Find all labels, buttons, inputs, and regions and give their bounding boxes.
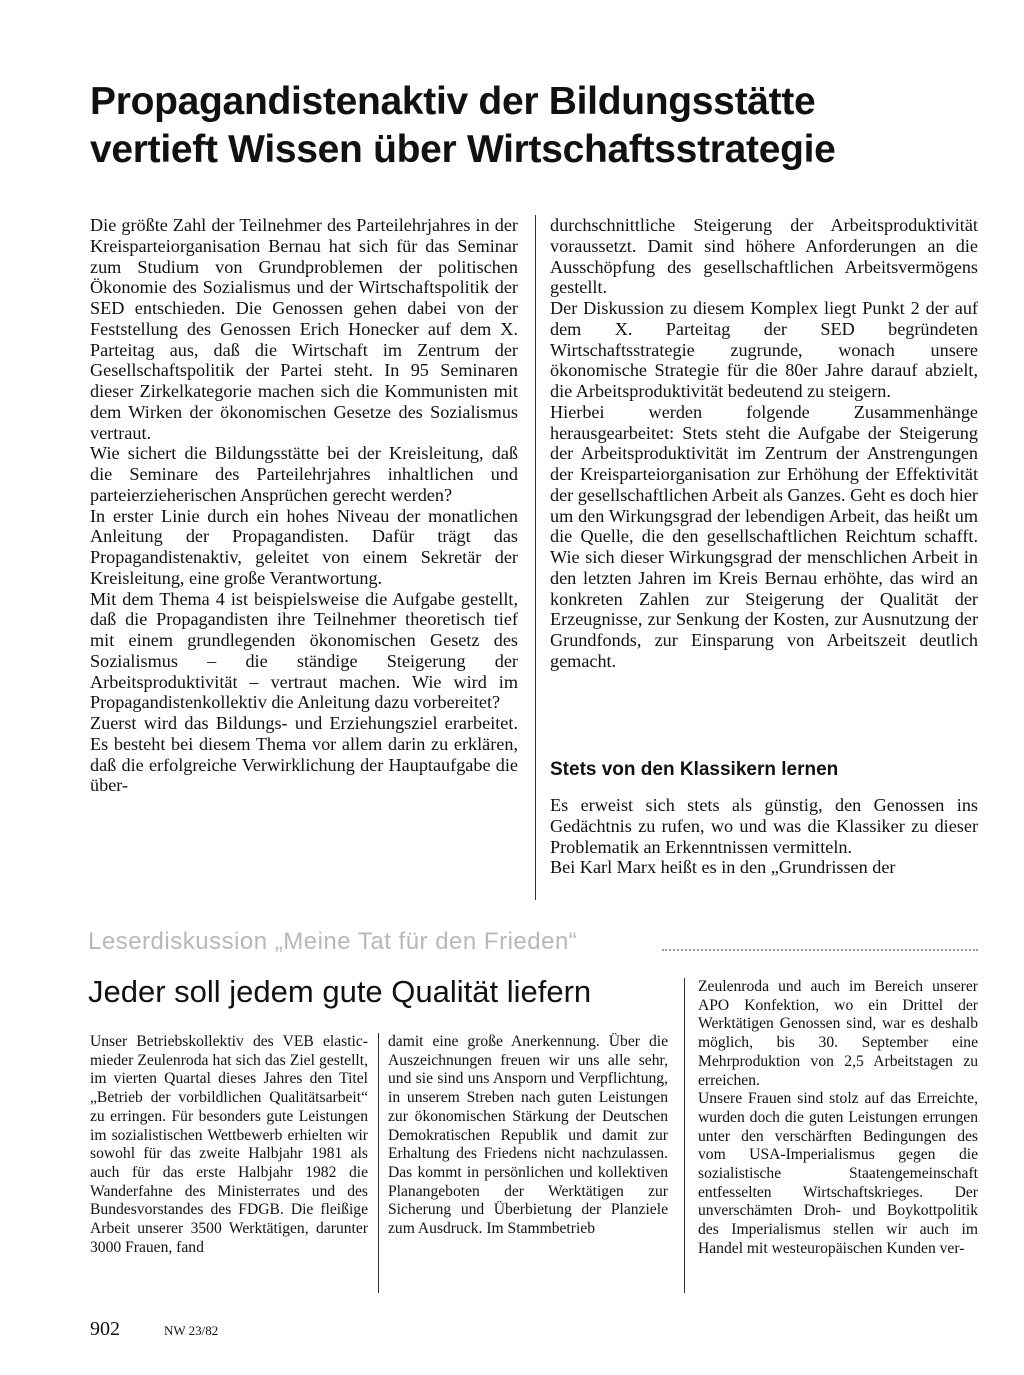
- page-footer: [90, 1318, 218, 1341]
- paragraph: Mit dem Thema 4 ist beispielsweise die Aufgabe gestellt, daß die Propagandisten ihre Teilnehmer theoretisch tief mit einem grundlegenden ökonomischen Gesetz des Sozialismus – die ständige Steigerung der Arbeitsproduktivität – vertraut machen. Wie wird im Propagandistenkollektiv die Anleitung dazu vorbereitet?: [90, 588, 518, 713]
- rubric-dotted-rule: [662, 949, 978, 951]
- column-divider: [378, 1033, 379, 1293]
- article-column-left: [90, 215, 518, 796]
- article2-headline: Jeder soll jedem gute Qualität liefern: [88, 974, 592, 1009]
- rubric-label: Leserdiskussion „Meine Tat für den Frieden“: [88, 928, 578, 955]
- article-column-right: [550, 215, 978, 672]
- paragraph: Unser Betriebskollektiv des VEB elastic-mieder Zeulenroda hat sich das Ziel gestellt, im vierten Quartal dieses Jahres den Titel „Betrieb der vorbildlichen Qualitätsarbeit“ zu erringen. Für besonders gute Leistungen im sozialistischen Wettbewerb erhielten wir sowohl für das zweite Halbjahr 1981 als auch für das erste Halbjahr 1982 die Wanderfahne des Ministerrates und des Bundesvorstandes des FDGB. Die fleißige Arbeit unserer 3500 Werktätigen, darunter 3000 Frauen, fand: [90, 1033, 368, 1256]
- column-divider: [684, 978, 685, 1293]
- article2-column-2: [388, 1033, 668, 1239]
- paragraph: damit eine große Anerkennung. Über die Auszeichnungen freuen wir uns alle sehr, und sie sind uns Ansporn und Verpflichtung, in unserem Streben nach guten Leistungen zur ökonomischen Stärkung der Deutschen Demokratischen Republik und damit zur Erhaltung des Friedens nicht nachzulassen. Das kommt in persönlichen und kollektiven Planangeboten der Werktätigen zur Sicherung und Überbietung der Planziele zum Ausdruck. Im Stammbetrieb: [388, 1033, 668, 1238]
- paragraph: Es erweist sich stets als günstig, den Genossen ins Gedächtnis zu rufen, wo und was die Klassiker zu dieser Problematik an Erkenntnissen vermitteln.: [550, 795, 978, 857]
- paragraph: Wie sichert die Bildungsstätte bei der Kreisleitung, daß die Seminare des Parteilehrjahres inhaltlichen und parteierzieherischen Ansprüchen gerecht werden?: [90, 443, 518, 505]
- paragraph: Hierbei werden folgende Zusammenhänge herausgearbeitet: Stets steht die Aufgabe der Steigerung der Arbeitsproduktivität im Zentrum der Anstrengungen der Kreisparteiorganisation zur Erhöhung der Effektivität der gesellschaftlichen Arbeit als Ganzes. Geht es doch hier um den Wirkungsgrad der lebendigen Arbeit, das heißt um die Quelle, die den gesellschaftlichen Reichtum schafft. Wie sich dieser Wirkungsgrad der menschlichen Arbeit in den letzten Jahren im Kreis Bernau erhöhte, das wird an konkreten Zahlen zur Steigerung der Qualität der Erzeugnisse, zur Senkung der Kosten, zur Ausnutzung der Grundfonds, zur Einsparung von Arbeitszeit deutlich gemacht.: [550, 401, 978, 671]
- article-title-line-2: vertieft Wissen über Wirtschaftsstrategie: [90, 128, 836, 171]
- page-number: 902: [90, 1318, 120, 1340]
- paragraph: In erster Linie durch ein hohes Niveau der monatlichen Anleitung der Propagandisten. Dafür trägt das Propagandistenaktiv, geleitet von einem Sekretär der Kreisleitung, eine große Verantwortung.: [90, 505, 518, 588]
- column-divider: [535, 215, 536, 900]
- paragraph: Unsere Frauen sind stolz auf das Erreichte, wurden doch die guten Leistungen errungen unter den verschärften Bedingungen des vom USA-Imperialismus gegen die sozialistische Staatengemeinschaft entfesselten Wirtschaftskrieges. Der unverschämten Droh- und Boykottpolitik des Imperialismus stellen wir auch im Handel mit westeuropäischen Kunden ver-: [698, 1090, 978, 1257]
- paragraph: Der Diskussion zu diesem Komplex liegt Punkt 2 der auf dem X. Parteitag der SED begründeten Wirtschaftsstrategie zugrunde, wonach unsere ökonomische Strategie für die 80er Jahre darauf abzielt, die Arbeitsproduktivität bedeutend zu steigern.: [550, 298, 978, 401]
- article-title: [90, 78, 990, 174]
- article-title-line-1: Propagandistenaktiv der Bildungsstätte: [90, 80, 816, 123]
- paragraph: Zeulenroda und auch im Bereich unserer APO Konfektion, wo ein Drittel der Werktätigen Genossen sind, war es deshalb möglich, bis 30. September eine Mehrproduktion von 2,5 Arbeitstagen zu erreichen.: [698, 978, 978, 1089]
- subsection-column: [550, 795, 978, 878]
- article2-column-3: [698, 978, 978, 1259]
- subheading: Stets von den Klassikern lernen: [550, 759, 839, 780]
- issue-label: NW 23/82: [164, 1323, 219, 1338]
- paragraph: Bei Karl Marx heißt es in den „Grundrissen der: [550, 857, 896, 878]
- paragraph: Die größte Zahl der Teilnehmer des Parteilehrjahres in der Kreisparteiorganisation Bernau hat sich für das Seminar zum Studium von Grundproblemen der politischen Ökonomie des Sozialismus und der Wirtschaftspolitik der SED entschieden. Die Genossen gehen dabei von der Feststellung des Genossen Erich Honecker auf dem X. Parteitag aus, daß die Wirtschaft im Zentrum der Gesellschaftspolitik der Partei steht. In 95 Seminaren dieser Zirkelkategorie machen sich die Kommunisten mit dem Wirken der ökonomischen Gesetze des Sozialismus vertraut.: [90, 215, 518, 443]
- paragraph: Zuerst wird das Bildungs- und Erziehungsziel erarbeitet. Es besteht bei diesem Thema vor allem darin zu erklären, daß die erfolgreiche Verwirklichung der Hauptaufgabe die über-: [90, 713, 518, 796]
- paragraph: durchschnittliche Steigerung der Arbeitsproduktivität voraussetzt. Damit sind höhere Anforderungen an die Ausschöpfung des gesellschaftlichen Arbeitsvermögens gestellt.: [550, 215, 978, 298]
- article2-column-1: [90, 1033, 368, 1257]
